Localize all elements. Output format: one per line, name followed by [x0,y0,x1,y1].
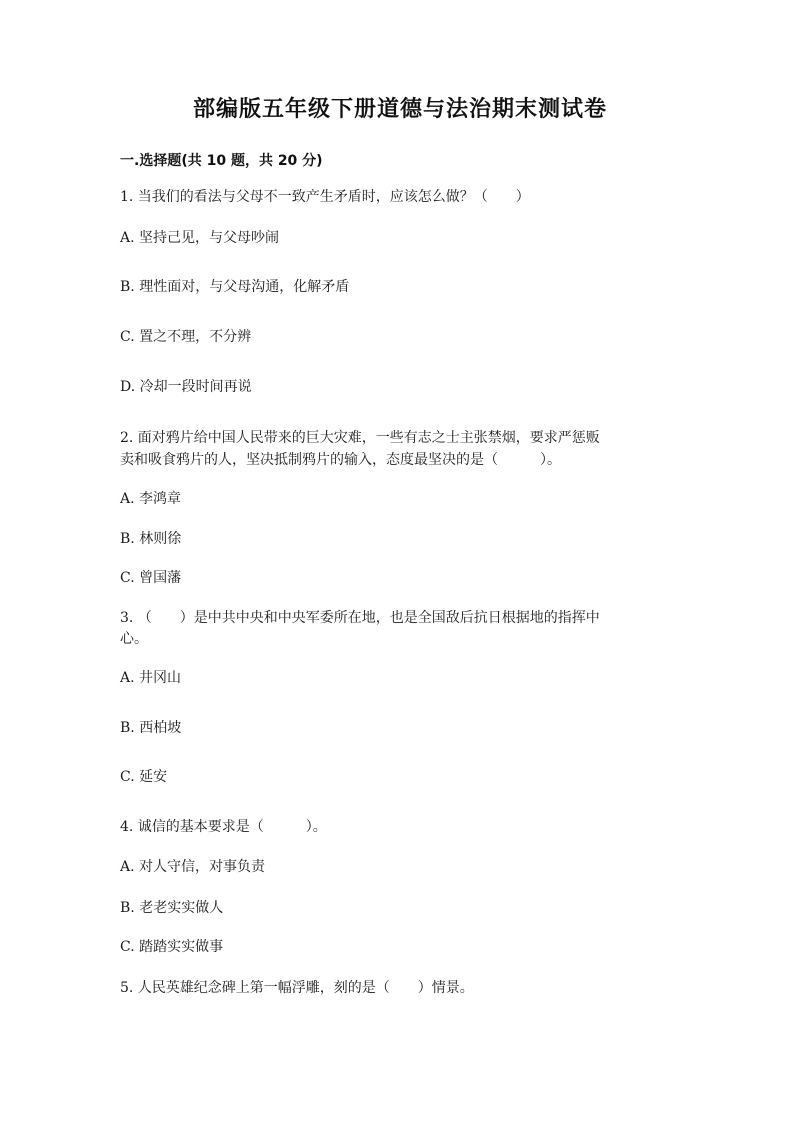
question-4-option-b: B. 老老实实做人 [120,900,224,916]
question-1-stem: 1. 当我们的看法与父母不一致产生矛盾时，应该怎么做？（ ） [120,189,530,205]
question-4-option-c: C. 踏踏实实做事 [120,939,224,955]
question-1-option-d: D. 冷却一段时间再说 [120,379,252,395]
question-3-option-c: C. 延安 [120,769,168,785]
page-title: 部编版五年级下册道德与法治期末测试卷 [192,97,607,122]
question-1-option-a: A. 坚持己见，与父母吵闹 [120,230,280,246]
question-2-option-b: B. 林则徐 [120,531,182,547]
question-2-option-a: A. 李鸿章 [120,491,182,507]
section-heading: 一.选择题(共 10 题，共 20 分) [120,153,323,169]
question-2-stem-line-2: 卖和吸食鸦片的人，坚决抵制鸦片的输入，态度最坚决的是（ ）。 [120,452,561,468]
question-1-option-b: B. 理性面对，与父母沟通，化解矛盾 [120,279,350,295]
question-4-option-a: A. 对人守信，对事负责 [120,859,266,875]
question-4-stem: 4. 诚信的基本要求是（ ）。 [120,819,327,835]
question-3-stem-line-1: 3. （ ）是中共中央和中央军委所在地，也是全国敌后抗日根据地的指挥中 [120,610,600,626]
question-3-option-a: A. 井冈山 [120,670,182,686]
question-2-stem-line-1: 2. 面对鸦片给中国人民带来的巨大灾难，一些有志之士主张禁烟，要求严惩贩 [120,430,600,446]
question-3-stem-line-2: 心。 [120,631,148,647]
question-5-stem: 5. 人民英雄纪念碑上第一幅浮雕，刻的是（ ）情景。 [120,980,474,996]
question-1-option-c: C. 置之不理，不分辨 [120,329,252,345]
question-2-option-c: C. 曾国藩 [120,570,182,586]
question-3-option-b: B. 西柏坡 [120,720,182,736]
